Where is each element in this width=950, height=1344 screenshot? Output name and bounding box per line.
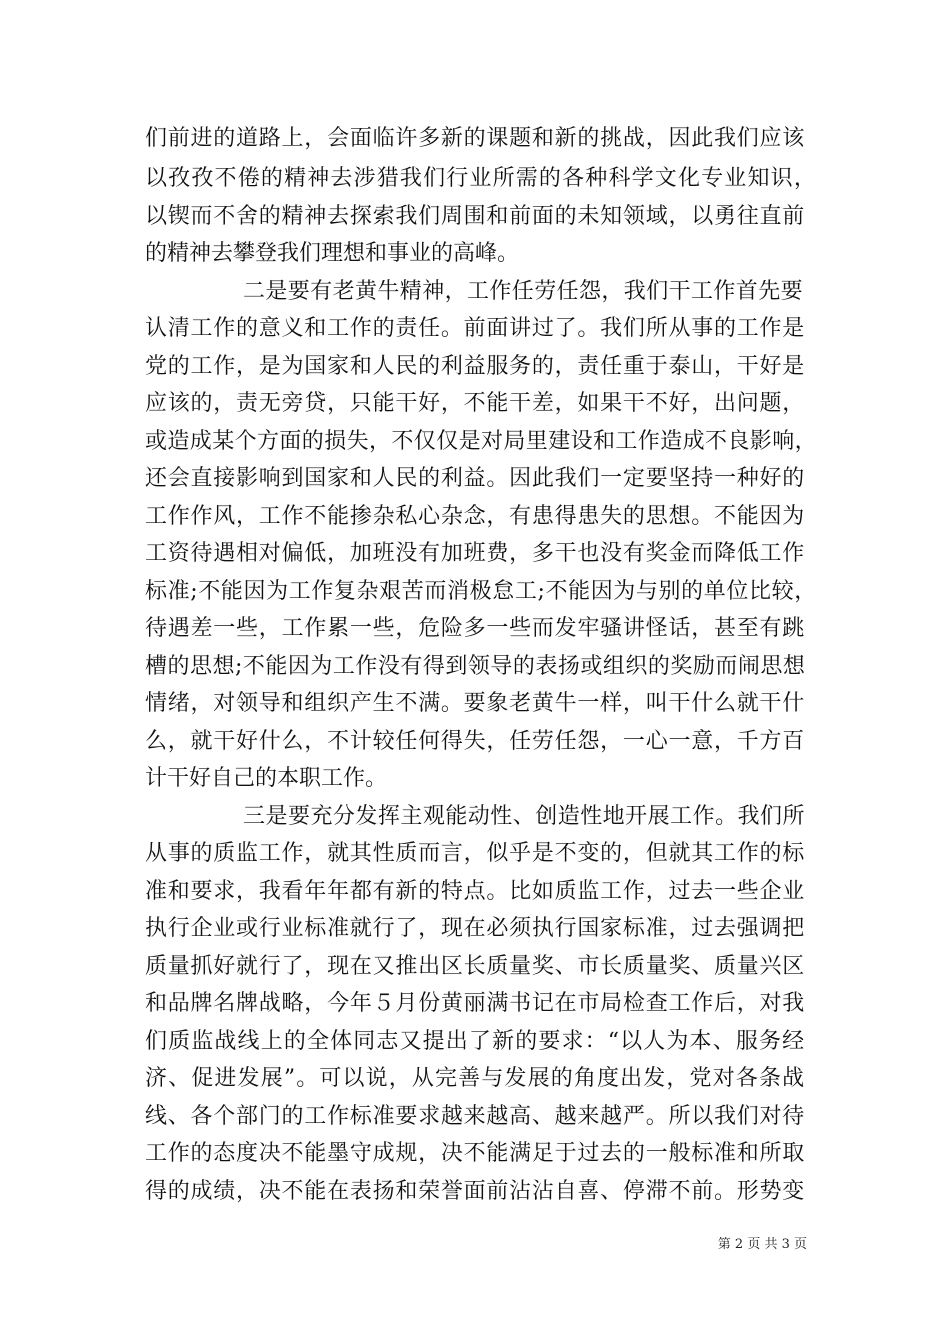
text-line: 认清工作的意义和工作的责任。前面讲过了。我们所从事的工作是 (145, 316, 806, 341)
text-line: 们前进的道路上，会面临许多新的课题和新的挑战，因此我们应该 (145, 126, 806, 151)
text-line: 槽的思想;不能因为工作没有得到领导的表扬或组织的奖励而闹思想 (145, 654, 806, 679)
text-line: 线、各个部门的工作标准要求越来越高、越来越严。所以我们对待 (145, 1104, 806, 1129)
text-line: 党的工作，是为国家和人民的利益服务的，责任重于泰山，干好是 (145, 354, 806, 379)
text-line: 还会直接影响到国家和人民的利益。因此我们一定要坚持一种好的 (145, 466, 806, 491)
text-line: 工资待遇相对偏低，加班没有加班费，多干也没有奖金而降低工作 (145, 541, 806, 566)
text-line: 得的成绩，决不能在表扬和荣誉面前沾沾自喜、停滞不前。形势变 (145, 1179, 806, 1204)
text-line: 的精神去攀登我们理想和事业的高峰。 (145, 241, 520, 266)
paragraph-2-first-line: 二是要有老黄牛精神，工作任劳任怨，我们干工作首先要 (243, 279, 804, 304)
text-line: 和品牌名牌战略，今年５月份黄丽满书记在市局检查工作后，对我 (145, 991, 806, 1016)
text-line: 或造成某个方面的损失，不仅仅是对局里建设和工作造成不良影响， (145, 429, 818, 454)
page-number: 第 2 页 共 3 页 (717, 1237, 807, 1252)
text-line: 以孜孜不倦的精神去涉猎我们行业所需的各种科学文化专业知识， (145, 166, 818, 191)
text-line: 待遇差一些，工作累一些，危险多一些而发牢骚讲怪话，甚至有跳 (145, 616, 806, 641)
text-line: 济、促进发展”。可以说，从完善与发展的角度出发，党对各条战 (145, 1066, 806, 1091)
text-line: 们质监战线上的全体同志又提出了新的要求：“以人为本、服务经 (145, 1029, 806, 1054)
text-line: 从事的质监工作，就其性质而言，似乎是不变的，但就其工作的标 (145, 841, 806, 866)
text-line: 执行企业或行业标准就行了，现在必须执行国家标准，过去强调把 (145, 916, 806, 941)
paragraph-3-first-line: 三是要充分发挥主观能动性、创造性地开展工作。我们所 (243, 804, 806, 829)
text-line: 工作作风，工作不能掺杂私心杂念，有患得患失的思想。不能因为 (145, 504, 806, 529)
text-line: 计干好自己的本职工作。 (145, 766, 388, 791)
text-line: 应该的，责无旁贷，只能干好，不能干差，如果干不好，出问题， (145, 391, 806, 416)
text-line: 质量抓好就行了，现在又推出区长质量奖、市长质量奖、质量兴区 (145, 954, 806, 979)
text-line: 么，就干好什么，不计较任何得失，任劳任怨，一心一意，千方百 (145, 729, 806, 754)
text-line: 以锲而不舍的精神去探索我们周围和前面的未知领域，以勇往直前 (145, 204, 806, 229)
text-line: 工作的态度决不能墨守成规，决不能满足于过去的一般标准和所取 (145, 1141, 806, 1166)
text-line: 情绪，对领导和组织产生不满。要象老黄牛一样，叫干什么就干什 (145, 691, 806, 716)
text-line: 标准;不能因为工作复杂艰苦而消极怠工;不能因为与别的单位比较， (145, 579, 817, 604)
text-line: 准和要求，我看年年都有新的特点。比如质监工作，过去一些企业 (145, 879, 806, 904)
